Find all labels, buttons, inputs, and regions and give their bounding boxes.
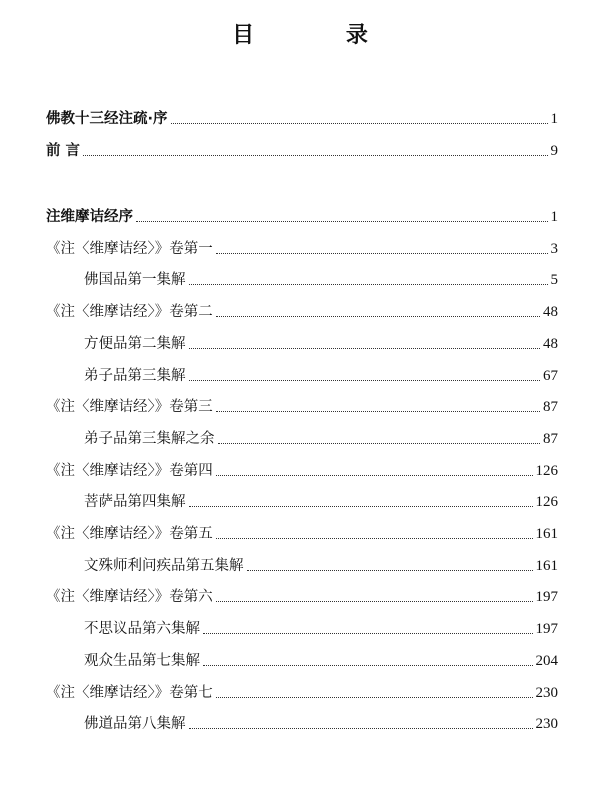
toc-entry-title: 观众生品第七集解 <box>84 652 200 669</box>
toc-entry-title: 《注〈维摩诘经〉》卷第四 <box>46 462 213 479</box>
dot-leader <box>216 601 533 602</box>
toc-entry-page-number: 197 <box>535 621 558 638</box>
toc-entry-title: 佛教十三经注疏·序 <box>46 111 168 127</box>
toc-entry[interactable] <box>84 363 558 385</box>
dot-leader <box>247 570 533 571</box>
dot-leader <box>216 538 533 539</box>
dot-leader <box>189 284 548 285</box>
toc-entry-title: 方便品第二集解 <box>84 335 186 352</box>
dot-leader <box>203 665 533 666</box>
dot-leader <box>216 697 533 698</box>
toc-entry[interactable] <box>46 204 558 226</box>
toc-entry[interactable] <box>46 521 558 543</box>
toc-entry-title: 《注〈维摩诘经〉》卷第五 <box>46 526 213 542</box>
page-title: 目 录 <box>232 23 410 48</box>
toc-entry-title: 《注〈维摩诘经〉》卷第七 <box>46 684 213 701</box>
toc-entry[interactable] <box>84 331 558 353</box>
dot-leader <box>171 123 548 124</box>
toc-entry[interactable] <box>84 426 558 448</box>
toc-entry-page-number: 161 <box>535 526 558 542</box>
dot-leader <box>216 475 533 476</box>
toc-entry[interactable] <box>84 553 558 575</box>
dot-leader <box>203 633 533 634</box>
toc-entry-page-number: 126 <box>535 494 558 511</box>
toc-entry-title: 前 言 <box>46 142 81 159</box>
dot-leader <box>189 506 533 507</box>
toc-entry[interactable] <box>46 584 558 606</box>
toc-entry-title: 不思议品第六集解 <box>84 621 200 638</box>
toc-entry-title: 《注〈维摩诘经〉》卷第二 <box>46 304 213 321</box>
dot-leader <box>83 155 547 156</box>
dot-leader <box>136 221 548 222</box>
toc-entry[interactable] <box>46 680 558 702</box>
toc-entry-title: 佛道品第八集解 <box>84 716 186 733</box>
toc-entry-title: 《注〈维摩诘经〉》卷第六 <box>46 589 213 606</box>
toc-entry-page-number: 5 <box>550 272 558 289</box>
toc-entry[interactable] <box>84 711 558 733</box>
toc-entry-page-number: 9 <box>550 142 558 159</box>
toc-entry[interactable] <box>46 299 558 321</box>
toc-entry[interactable] <box>46 236 558 258</box>
toc-entry[interactable] <box>84 648 558 670</box>
toc-entry-page-number: 1 <box>550 209 558 225</box>
toc-entry[interactable] <box>46 106 558 128</box>
toc-entry-page-number: 204 <box>535 652 558 669</box>
toc-entry[interactable] <box>46 138 558 160</box>
toc-entry-title: 佛国品第一集解 <box>84 272 186 289</box>
toc-entry-page-number: 1 <box>550 111 558 127</box>
toc-entry[interactable] <box>84 489 558 511</box>
toc-entry[interactable] <box>84 267 558 289</box>
dot-leader <box>218 443 541 444</box>
toc-entry-title: 文殊师利问疾品第五集解 <box>84 557 244 574</box>
toc-entry-page-number: 161 <box>535 557 558 574</box>
dot-leader <box>189 348 541 349</box>
toc-entry-title: 注维摩诘经序 <box>46 209 133 225</box>
dot-leader <box>216 411 540 412</box>
toc-entry-page-number: 230 <box>535 684 558 701</box>
toc-entry-title: 弟子品第三集解 <box>84 367 186 384</box>
toc-entry-title: 弟子品第三集解之余 <box>84 430 215 447</box>
toc-entry-page-number: 230 <box>535 716 558 733</box>
toc-entry[interactable] <box>46 394 558 416</box>
toc-entry-page-number: 48 <box>543 335 558 352</box>
toc-entry-page-number: 67 <box>543 367 558 384</box>
toc-entry-title: 《注〈维摩诘经〉》卷第一 <box>46 240 213 257</box>
toc-entry-title: 《注〈维摩诘经〉》卷第三 <box>46 399 213 416</box>
toc-entry[interactable] <box>46 458 558 480</box>
toc-entry-page-number: 197 <box>535 589 558 606</box>
dot-leader <box>189 380 541 381</box>
dot-leader <box>216 253 548 254</box>
toc-entry-page-number: 48 <box>543 304 558 321</box>
dot-leader <box>189 728 533 729</box>
toc-entry-page-number: 87 <box>543 430 558 447</box>
toc-entry-page-number: 87 <box>543 399 558 416</box>
dot-leader <box>216 316 540 317</box>
toc-entry[interactable] <box>84 616 558 638</box>
toc-entry-page-number: 126 <box>535 462 558 479</box>
toc-entry-page-number: 3 <box>550 240 558 257</box>
toc-entry-title: 菩萨品第四集解 <box>84 494 186 511</box>
